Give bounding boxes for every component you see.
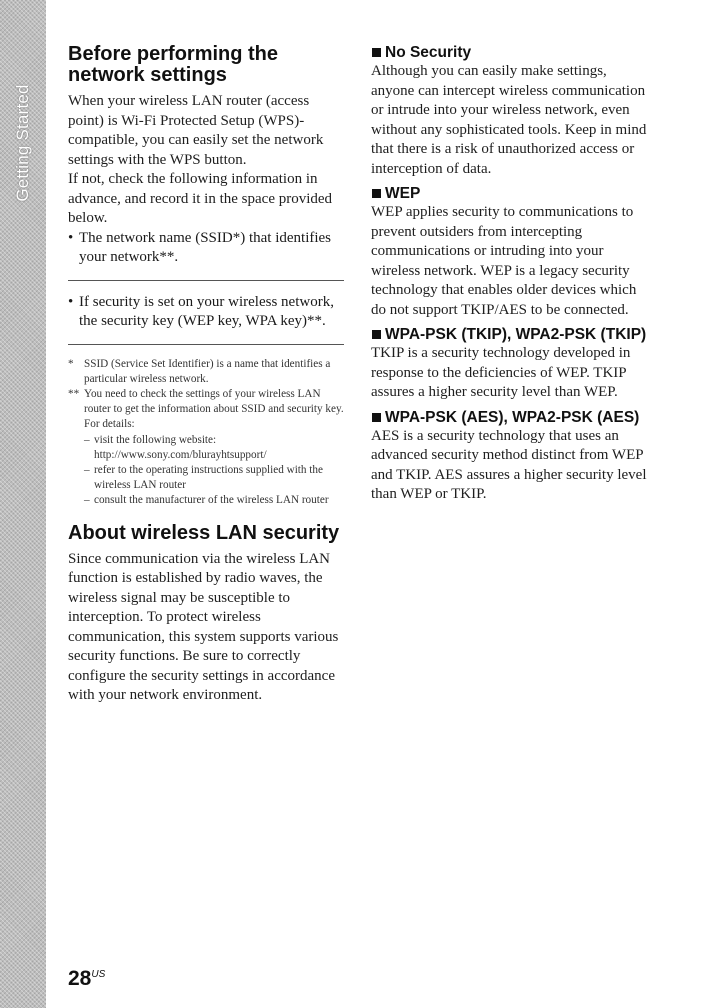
- paragraph-tkip: TKIP is a security technology developed in response to the deficiencies of WEP. TKIP assures a higher security level than WEP.: [371, 345, 631, 400]
- page-number: $28^{US}$: [68, 967, 106, 990]
- page-region-suffix: US: [91, 969, 106, 980]
- heading-tkip: WPA-PSK (TKIP), WPA2-PSK (TKIP): [371, 326, 649, 344]
- footnote-text: You need to check the settings of your wireless LAN router to get the information about SSID and security key. For details:: [84, 387, 344, 431]
- left-column: [68, 44, 344, 706]
- paragraph-wep: WEP applies security to communications to prevent outsiders from intercepting communications or intruding into your wireless network. WEP is a legacy security technology that enables older devices which do not support TKIP/AES to be connected.: [371, 204, 637, 318]
- right-column: [371, 44, 649, 505]
- section-sidebar: [0, 0, 46, 1008]
- paragraph-about-security: Since communication via the wireless LAN function is established by radio waves, the wireless signal may be susceptible to interception. To protect wireless communication, this system supports various security functions. Be sure to correctly configure the security settings in accordance with your network environment.: [68, 550, 339, 704]
- bullet-security-key: • If security is set on your wireless network, the security key (WEP key, WPA key)**.: [68, 293, 344, 332]
- paragraph-wps: When your wireless LAN router (access point) is Wi-Fi Protected Setup (WPS)-compatible, you can easily set the network settings with the WPS button.: [68, 93, 324, 168]
- footnote-list-item: – refer to the operating instructions supplied with the wireless LAN router: [84, 463, 323, 492]
- bullet-ssid: • The network name (SSID*) that identifies your network**.: [68, 229, 344, 268]
- footnote-mark: **: [68, 387, 80, 400]
- sidebar-section-label: Getting Started: [13, 84, 32, 202]
- paragraph-check-info: If not, check the following information in advance, and record it in the space provided below.: [68, 171, 333, 226]
- heading-about-security: About wireless LAN security: [68, 521, 340, 544]
- footnote-list-item: – visit the following website: http://www.sony.com/blurayhtsupport/: [84, 433, 267, 461]
- write-in-line-security-key: [68, 344, 344, 345]
- heading-no-security: No Security: [371, 44, 649, 62]
- footnote-mark: *: [68, 357, 74, 370]
- footnote-router-settings: [68, 387, 344, 509]
- heading-aes: WPA-PSK (AES), WPA2-PSK (AES): [371, 409, 649, 427]
- heading-wep: WEP: [371, 185, 649, 203]
- footnote-list-item: – consult the manufacturer of the wireless LAN router: [84, 494, 329, 507]
- paragraph-no-security: Although you can easily make settings, anyone can intercept wireless communication or intrude into your wireless network, even without any sophisticated tools. Keep in mind that there is a risk of unauthorized access or interception of data.: [371, 63, 647, 177]
- write-in-line-ssid: [68, 280, 344, 281]
- paragraph-aes: AES is a security technology that uses an advanced security method distinct from WEP and TKIP. AES assures a higher security level than WEP or TKIP.: [371, 427, 647, 502]
- heading-before-network-settings: Before performing the network settings: [68, 43, 279, 86]
- footnote-text: SSID (Service Set Identifier) is a name that identifies a particular wireless network.: [84, 357, 331, 385]
- footnote-ssid: [68, 357, 344, 387]
